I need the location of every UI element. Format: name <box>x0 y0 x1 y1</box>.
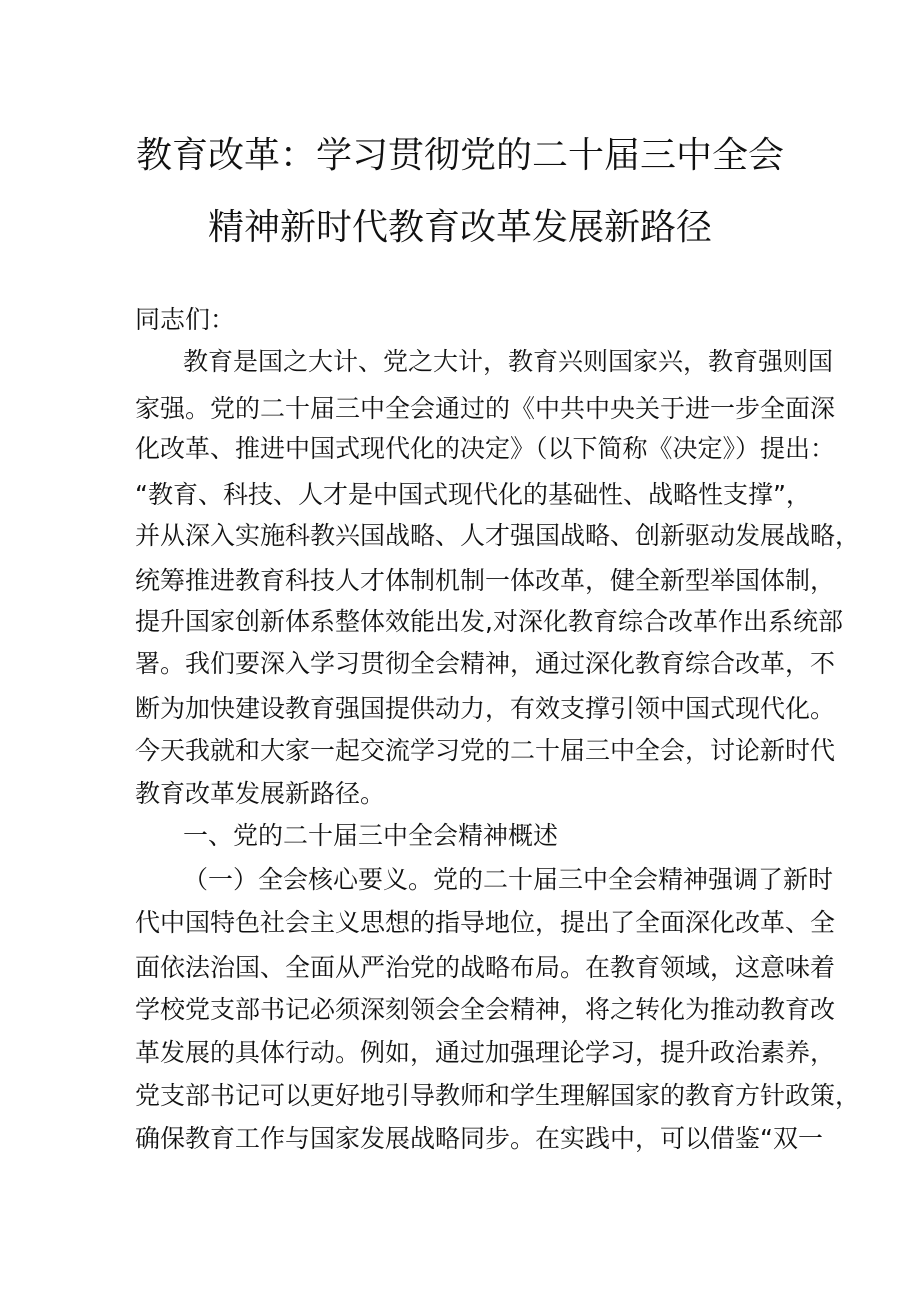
paragraph-line: 教育是国之大计、党之大计，教育兴则国家兴，教育强则国 <box>183 347 834 376</box>
section-heading: 一、党的二十届三中全会精神概述 <box>183 821 559 850</box>
document-title-line-2: 精神新时代教育改革发展新路径 <box>207 207 712 248</box>
document-title-line-1: 教育改革：学习贯彻党的二十届三中全会 <box>135 135 784 176</box>
paragraph-line: 学校党支部书记必须深刻领会全会精神，将之转化为推动教育改 <box>135 995 836 1024</box>
paragraph-line: 家强。党的二十届三中全会通过的《中共中央关于进一步全面深 <box>135 394 836 423</box>
paragraph-line: 提升国家创新体系整体效能出发,对深化教育综合改革作出系统部 <box>135 607 843 636</box>
paragraph-line: （一）全会核心要义。党的二十届三中全会精神强调了新时 <box>183 865 834 894</box>
paragraph-line: 并从深入实施科教兴国战略、人才强国战略、创新驱动发展战略， <box>135 521 861 550</box>
paragraph-line: 代中国特色社会主义思想的指导地位，提出了全面深化改革、全 <box>135 908 836 937</box>
paragraph-line: 党支部书记可以更好地引导教师和学生理解国家的教育方针政策， <box>135 1081 861 1110</box>
paragraph-line: 今天我就和大家一起交流学习党的二十届三中全会，讨论新时代 <box>135 736 836 765</box>
paragraph-line: 化改革、推进中国式现代化的决定》（以下简称《决定》）提出： <box>135 434 836 463</box>
paragraph-line: 断为加快建设教育强国提供动力，有效支撑引领中国式现代化。 <box>135 694 836 723</box>
paragraph-line: 确保教育工作与国家发展战略同步。在实践中，可以借鉴“双一 <box>135 1124 823 1153</box>
paragraph-line: 教育改革发展新路径。 <box>135 779 386 808</box>
paragraph-line: 署。我们要深入学习贯彻全会精神，通过深化教育综合改革，不 <box>135 649 836 678</box>
paragraph-line: 革发展的具体行动。例如，通过加强理论学习，提升政治素养， <box>135 1038 836 1067</box>
paragraph-line: “教育、科技、人才是中国式现代化的基础性、战略性支撑”， <box>135 480 811 509</box>
paragraph-line: 统筹推进教育科技人才体制机制一体改革，健全新型举国体制， <box>135 566 836 595</box>
paragraph-line: 面依法治国、全面从严治党的战略布局。在教育领域，这意味着 <box>135 953 836 982</box>
salutation: 同志们： <box>135 305 236 334</box>
